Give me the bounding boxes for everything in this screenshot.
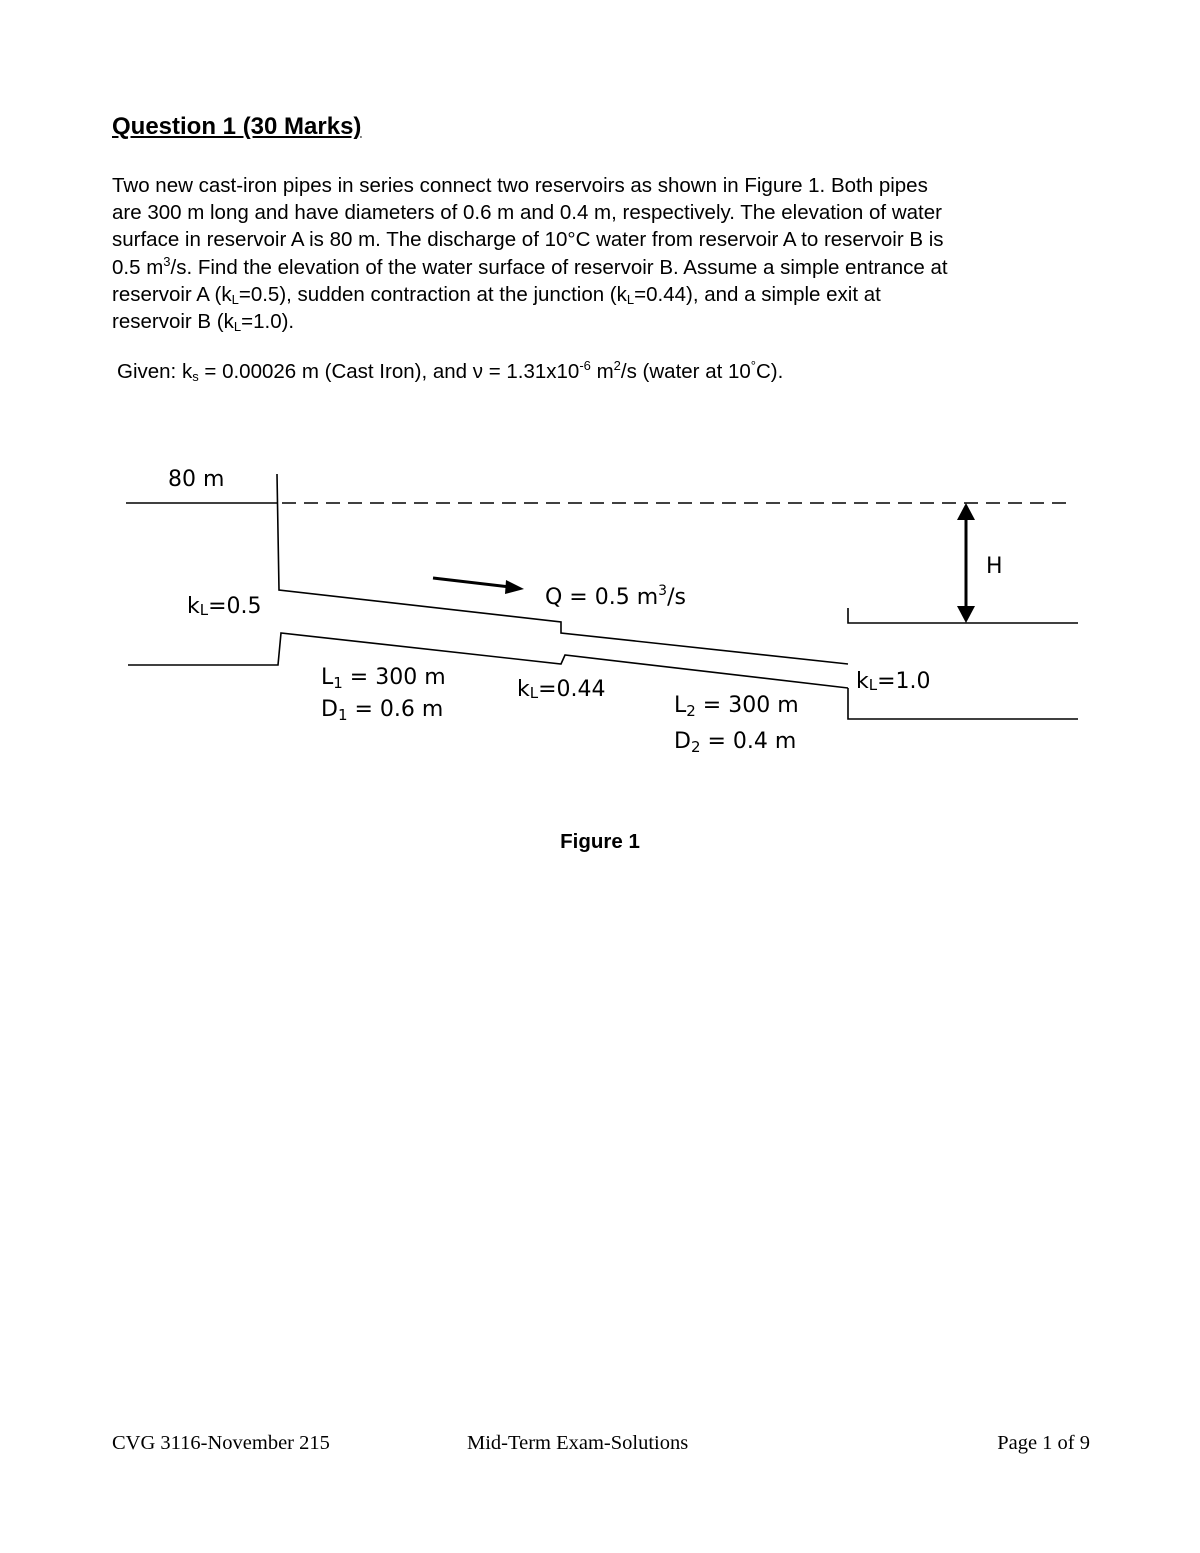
exit-loss-value: =1.0: [877, 669, 931, 694]
line4-superscript: 3: [163, 253, 171, 269]
pipe1-length-label: [321, 665, 446, 692]
exit-loss-label: [856, 669, 931, 694]
junction-loss-value: =0.44: [538, 677, 606, 702]
pipe1-length-b: = 300 m: [342, 665, 446, 690]
given-values: [117, 360, 783, 384]
given-part-b: = 0.00026 m (Cast Iron), and ν = 1.31x10: [198, 360, 580, 383]
entrance-loss-sub: L: [199, 601, 209, 619]
discharge-label-b: /s: [667, 585, 686, 610]
pipe1-length-sub: 1: [333, 674, 343, 692]
pipe1-diameter-label: [321, 697, 443, 724]
pipe-top-wall: [277, 474, 848, 664]
line6-part-a: reservoir B (k: [112, 310, 234, 334]
junction-loss-label: [517, 677, 606, 702]
pipe-system-diagram: [0, 440, 1200, 780]
given-part-c: m: [590, 360, 614, 383]
reservoir-a-elevation-label: 80 m: [168, 467, 225, 492]
line5-part-c: =0.44), and a simple exit at: [634, 282, 881, 306]
line6-part-b: =1.0).: [241, 310, 295, 334]
question-line-2: are 300 m long and have diameters of 0.6 m and 0.4 m, respectively. The elevation of water: [112, 201, 942, 225]
flow-direction-arrow: [433, 578, 524, 594]
given-superscript-2: 2: [613, 358, 621, 373]
pipe1-diameter-b: = 0.6 m: [347, 697, 444, 722]
line5-part-b: =0.5), sudden contraction at the junction (k: [238, 282, 627, 306]
line5-subscript-1: L: [231, 291, 239, 307]
given-part-e: C).: [756, 360, 784, 383]
given-part-a: Given: k: [117, 360, 193, 383]
pipe1-diameter-sub: 1: [337, 706, 348, 724]
footer-course: CVG 3116-November 215: [112, 1432, 330, 1454]
pipe2-length-sub: 2: [686, 702, 696, 720]
footer-page-number: Page 1 of 9: [997, 1432, 1090, 1454]
question-title: Question 1 (30 Marks): [112, 113, 362, 140]
pipe-bottom-wall: [128, 633, 848, 688]
pipe-system-figure: [0, 440, 1200, 780]
entrance-loss-k: k: [187, 594, 200, 619]
discharge-label: [545, 583, 686, 610]
question-line-6: [112, 308, 1102, 335]
question-line-3: surface in reservoir A is 80 m. The discharge of 10°C water from reservoir A to reservoir B is: [112, 228, 944, 252]
line4-part-a: 0.5 m: [112, 255, 164, 279]
figure-caption: Figure 1: [560, 830, 640, 853]
question-text: [112, 172, 1102, 335]
given-superscript-1: -6: [579, 358, 591, 373]
exit-loss-k: k: [856, 669, 869, 694]
entrance-loss-label: [187, 594, 262, 619]
line5-part-a: reservoir A (k: [112, 282, 232, 306]
footer-exam-title: Mid-Term Exam-Solutions: [467, 1432, 689, 1454]
given-subscript: s: [192, 369, 199, 384]
line4-part-b: /s. Find the elevation of the water surface of reservoir B. Assume a simple entrance at: [170, 255, 948, 279]
line5-subscript-2: L: [626, 291, 635, 307]
pipe1-length-a: L: [321, 665, 334, 690]
discharge-label-a: Q = 0.5 m: [545, 585, 659, 610]
entrance-loss-value: =0.5: [208, 594, 262, 619]
question-line-1: Two new cast-iron pipes in series connect two reservoirs as shown in Figure 1. Both pipes: [112, 174, 928, 197]
pipe2-diameter-a: D: [674, 729, 691, 754]
head-dimension-arrow: [957, 503, 975, 623]
line6-subscript: L: [233, 319, 242, 335]
junction-loss-sub: L: [529, 684, 539, 702]
exit-loss-sub: L: [868, 676, 878, 694]
pipe2-diameter-label: [674, 729, 796, 756]
pipe2-length-b: = 300 m: [695, 693, 799, 718]
pipe2-length-label: [674, 693, 799, 720]
pipe2-length-a: L: [674, 693, 687, 718]
question-line-5: [112, 281, 1102, 308]
given-superscript-3: °: [750, 358, 756, 373]
given-part-d: /s (water at 10: [620, 360, 751, 383]
junction-loss-k: k: [517, 677, 530, 702]
discharge-label-sup: 3: [658, 583, 668, 599]
pipe1-diameter-a: D: [321, 697, 338, 722]
pipe2-diameter-sub: 2: [690, 738, 701, 756]
head-label: H: [986, 554, 1003, 579]
pipe2-diameter-b: = 0.4 m: [700, 729, 797, 754]
question-line-4: [112, 254, 1102, 281]
